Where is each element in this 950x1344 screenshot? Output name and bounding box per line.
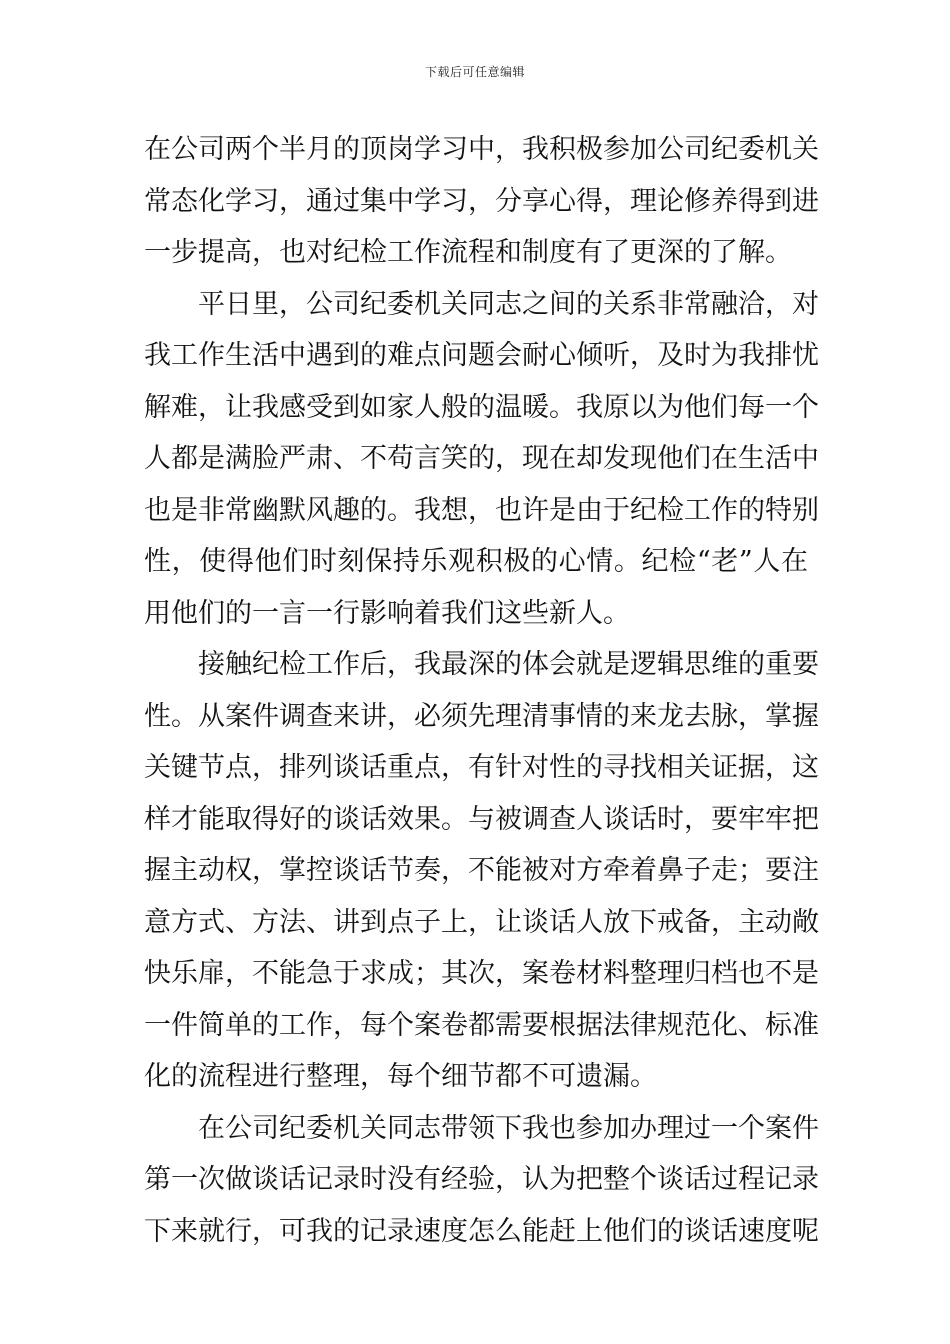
text-line: 握主动权，掌控谈话节奏，不能被对方牵着鼻子走；要注 <box>144 855 819 886</box>
paragraph-first-line: 平日里，公司纪委机关同志之间的关系非常融洽，对 <box>198 288 819 320</box>
text-line: 第一次做谈话记录时没有经验，认为把整个谈话过程记录 <box>144 1164 819 1195</box>
text-line: 性。从案件调查来讲，必须先理清事情的来龙去脉，掌握 <box>144 700 819 732</box>
text-line: 意方式、方法、讲到点子上，让谈话人放下戒备，主动敞 <box>144 906 819 938</box>
text-line: 我工作生活中遇到的难点问题会耐心倾听，及时为我排忧 <box>144 340 819 371</box>
text-line: 化的流程进行整理，每个细节都不可遗漏。 <box>144 1061 657 1092</box>
text-line: 快乐扉，不能急于求成；其次，案卷材料整理归档也不是 <box>144 958 819 989</box>
text-line: 关键节点，排列谈话重点，有针对性的寻找相关证据，这 <box>144 752 819 783</box>
page-header: 下载后可任意编辑 <box>424 65 525 79</box>
paragraph-first-line: 接触纪检工作后，我最深的体会就是逻辑思维的重要 <box>198 649 819 680</box>
text-line: 一步提高，也对纪检工作流程和制度有了更深的了解。 <box>144 237 792 268</box>
text-line: 一件简单的工作，每个案卷都需要根据法律规范化、标准 <box>144 1009 819 1041</box>
text-line: 样才能取得好的谈话效果。与被调查人谈话时，要牢牢把 <box>144 803 819 835</box>
text-line: 也是非常幽默风趣的。我想，也许是由于纪检工作的特别 <box>144 494 819 526</box>
text-line: 人都是满脸严肃、不苟言笑的，现在却发现他们在生活中 <box>144 443 819 474</box>
text-line: 下来就行，可我的记录速度怎么能赶上他们的谈话速度呢 <box>144 1215 819 1247</box>
text-line: 解难，让我感受到如家人般的温暖。我原以为他们每一个 <box>144 391 819 423</box>
text-line: 在公司两个半月的顶岗学习中，我积极参加公司纪委机关 <box>144 134 819 165</box>
document-body <box>144 124 819 1257</box>
paragraph-first-line: 在公司纪委机关同志带领下我也参加办理过一个案件 <box>198 1112 819 1144</box>
text-line: 用他们的一言一行影响着我们这些新人。 <box>144 597 630 629</box>
text-line: 常态化学习，通过集中学习，分享心得，理论修养得到进 <box>144 185 819 217</box>
text-line: 性，使得他们时刻保持乐观积极的心情。纪检“老”人在 <box>144 546 808 577</box>
